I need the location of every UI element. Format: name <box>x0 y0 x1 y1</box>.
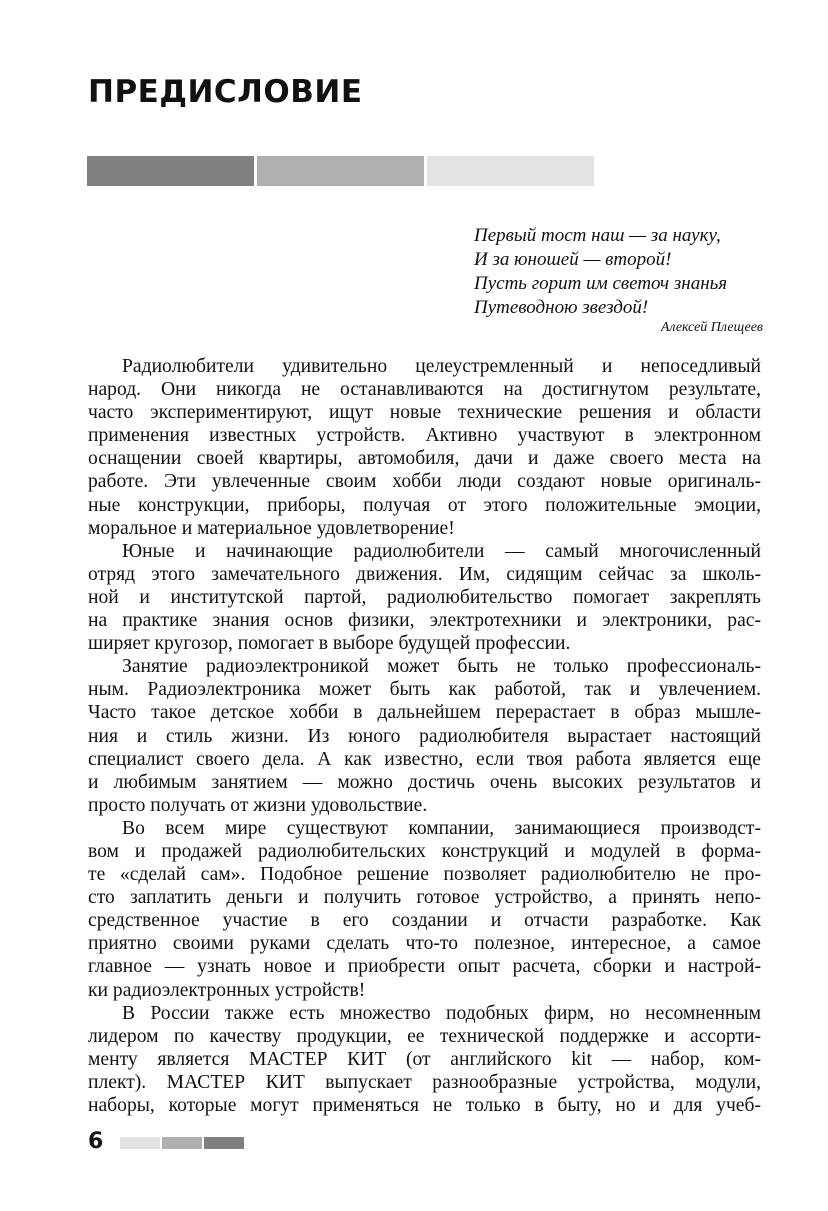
paragraph <box>88 817 761 1002</box>
text-line: ные конструкции, приборы, получая от этого положительные эмоции, <box>88 494 761 516</box>
footer-decorative-bar <box>120 1137 246 1149</box>
text-line: сто заплатить деньги и получить готовое устройство, а принять непо- <box>88 887 761 909</box>
text-line: и любимым занятием — можно достичь очень высоких результатов и <box>88 771 761 793</box>
epigraph-line: И за юношей — второй! <box>474 249 672 270</box>
text-line: Занятие радиоэлектроникой может быть не только профессиональ- <box>122 656 761 678</box>
footer-bar-segment-light <box>120 1137 160 1149</box>
text-line: на практике знания основ физики, электротехники и электроники, рас- <box>88 610 761 632</box>
text-line: приятно своими руками сделать что-то полезное, интересное, а самое <box>88 933 761 955</box>
text-line: ной и институтской партой, радиолюбительство помогает закреплять <box>88 586 761 608</box>
text-line: плект). МАСТЕР КИТ выпускает разнообразные устройства, модули, <box>88 1071 761 1093</box>
paragraph <box>88 540 761 655</box>
text-line: Часто такое детское хобби в дальнейшем перерастает в образ мышле- <box>88 702 761 724</box>
text-line: менту является МАСТЕР КИТ (от английского kit — набор, ком- <box>88 1048 761 1070</box>
epigraph-line: Путеводною звездой! <box>474 297 649 318</box>
footer-bar-segment-mid <box>162 1137 202 1149</box>
footer-bar-segment-dark <box>204 1137 244 1149</box>
text-line: часто экспериментируют, ищут новые технические решения и области <box>88 402 761 424</box>
text-line: отряд этого замечательного движения. Им, сидящим сейчас за школь- <box>88 563 761 585</box>
text-line: ния и стиль жизни. Из юного радиолюбителя вырастает настоящий <box>88 725 761 747</box>
text-line: те «сделай сам». Подобное решение позволяет радиолюбителю не про- <box>88 864 761 886</box>
body-text <box>88 355 761 1117</box>
text-line: специалист своего дела. А как известно, если твоя работа является еще <box>88 748 761 770</box>
text-line: лидером по качеству продукции, ее технической поддержке и ассорти- <box>88 1025 761 1047</box>
text-line: средственное участие в его создании и отчасти разработке. Как <box>88 910 761 932</box>
text-line: работе. Эти увлеченные своим хобби люди создают новые оригиналь- <box>88 471 761 493</box>
text-line: просто получать от жизни удовольствие. <box>88 794 428 816</box>
paragraph <box>88 655 761 817</box>
title-decorative-bar <box>87 156 597 186</box>
epigraph-line: Пусть горит им светоч знанья <box>474 273 728 294</box>
bar-segment-dark <box>87 156 254 186</box>
text-line: народ. Они никогда не останавливаются на достигнутом результате, <box>88 379 761 401</box>
text-line: Юные и начинающие радиолюбители — самый многочисленный <box>122 540 761 562</box>
text-line: ным. Радиоэлектроника может быть как работой, так и увлечением. <box>88 679 761 701</box>
epigraph <box>474 224 774 320</box>
text-line: оснащении своей квартиры, автомобиля, дачи и даже своего места на <box>88 448 761 470</box>
paragraph <box>88 355 761 540</box>
bar-segment-light <box>427 156 594 186</box>
text-line: Во всем мире существуют компании, занимающиеся производст- <box>122 817 761 839</box>
text-line: применения известных устройств. Активно участвуют в электронном <box>88 425 761 447</box>
text-line: наборы, которые могут применяться не только в быту, но и для учеб- <box>88 1095 761 1116</box>
text-line: моральное и материальное удовлетворение! <box>88 517 455 539</box>
text-line: вом и продажей радиолюбительских конструкций и модулей в форма- <box>88 840 761 862</box>
text-line: В России также есть множество подобных фирм, но несомненным <box>122 1002 761 1024</box>
text-line: ширяет кругозор, помогает в выборе будущей профессии. <box>88 633 571 655</box>
paragraph <box>88 1002 761 1117</box>
text-line: Радиолюбители удивительно целеустремленный и непоседливый <box>122 356 761 377</box>
epigraph-author: Алексей Плещеев <box>660 320 763 335</box>
page-number: 6 <box>88 1129 104 1154</box>
epigraph-line: Первый тост наш — за науку, <box>474 225 721 246</box>
bar-segment-mid <box>257 156 424 186</box>
chapter-title: ПРЕДИСЛОВИЕ <box>88 74 363 110</box>
text-line: ки радиоэлектронных устройств! <box>88 979 366 1001</box>
text-line: главное — узнать новое и приобрести опыт расчета, сборки и настрой- <box>88 956 761 978</box>
